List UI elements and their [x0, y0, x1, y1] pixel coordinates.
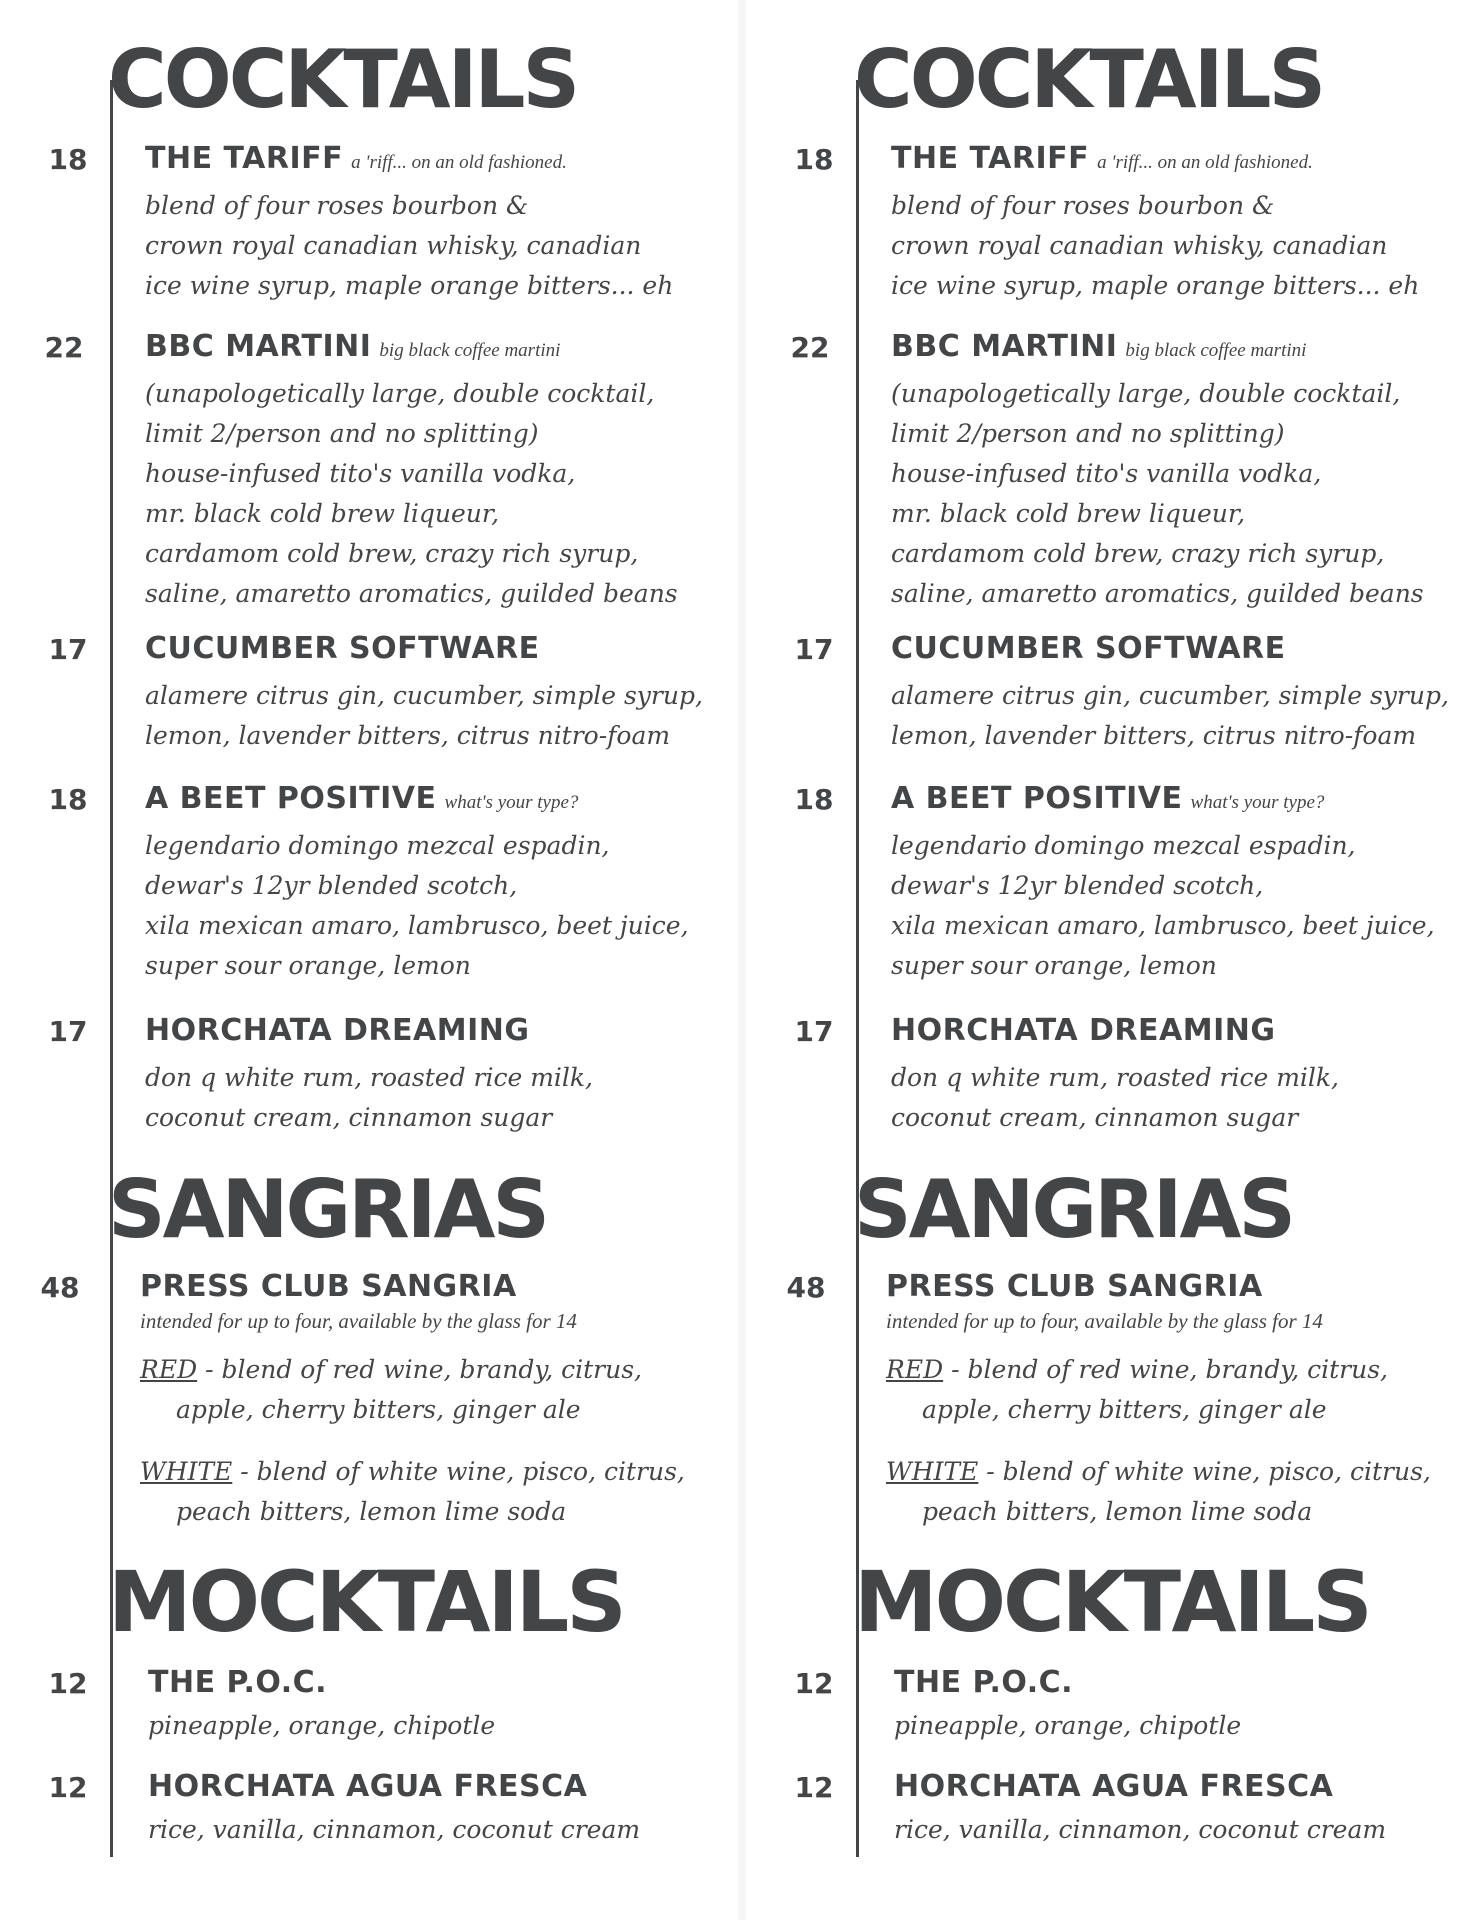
menu-item-horchata-agua-fresca: [894, 1770, 1474, 1850]
item-name: THE P.O.C.: [894, 1665, 1074, 1700]
white-label: WHITE: [140, 1457, 233, 1486]
red-label: RED: [140, 1355, 198, 1384]
item-description: alamere citrus gin, cucumber, simple syrup, lemon, lavender bitters, citrus nitro-foam: [145, 681, 703, 750]
item-description: pineapple, orange, chipotle: [148, 1711, 496, 1740]
sangria-white: [886, 1452, 1466, 1532]
item-description: rice, vanilla, cinnamon, coconut cream: [148, 1815, 641, 1844]
red-description: - blend of red wine, brandy, citrus, apple, cherry bitters, ginger ale: [922, 1355, 1388, 1424]
item-name: THE TARIFF: [145, 141, 344, 176]
menu-item-cucumber-software: [145, 632, 725, 756]
price: 12: [48, 1667, 88, 1700]
item-name: A BEET POSITIVE: [891, 781, 1183, 816]
menu-panel-right: [746, 0, 1484, 1920]
item-name: CUCUMBER SOFTWARE: [891, 631, 1286, 666]
price: 17: [794, 1015, 834, 1048]
item-name: HORCHATA AGUA FRESCA: [894, 1769, 1334, 1804]
item-description: rice, vanilla, cinnamon, coconut cream: [894, 1815, 1387, 1844]
item-description: legendario domingo mezcal espadin, dewar's 12yr blended scotch, xila mexican amaro, lambrusco, beet juice, super sour orange, lemon: [891, 831, 1435, 980]
item-note: intended for up to four, available by the glass for 14: [886, 1309, 1323, 1333]
item-description: don q white rum, roasted rice milk, coconut cream, cinnamon sugar: [891, 1063, 1339, 1132]
mocktails-heading: MOCKTAILS: [854, 1553, 1370, 1651]
item-name: BBC MARTINI: [891, 329, 1118, 364]
price: 17: [794, 633, 834, 666]
price: 22: [44, 331, 84, 364]
item-description: pineapple, orange, chipotle: [894, 1711, 1242, 1740]
item-note: what's your type?: [444, 792, 579, 813]
cocktails-heading: COCKTAILS: [108, 33, 578, 126]
white-description: - blend of white wine, pisco, citrus, peach bitters, lemon lime soda: [922, 1457, 1431, 1526]
page-gutter: [738, 0, 746, 1920]
item-name: HORCHATA DREAMING: [145, 1013, 530, 1048]
mocktails-heading: MOCKTAILS: [108, 1553, 624, 1651]
price: 12: [794, 1771, 834, 1804]
menu-item-horchata-dreaming: [891, 1014, 1471, 1138]
item-note: a 'riff... on an old fashioned.: [1097, 152, 1313, 173]
menu-item-the-poc: [894, 1666, 1474, 1746]
item-name: BBC MARTINI: [145, 329, 372, 364]
item-note: intended for up to four, available by the glass for 14: [140, 1309, 577, 1333]
price: 12: [48, 1771, 88, 1804]
item-name: HORCHATA AGUA FRESCA: [148, 1769, 588, 1804]
item-name: A BEET POSITIVE: [145, 781, 437, 816]
menu-item-horchata-agua-fresca: [148, 1770, 728, 1850]
price: 12: [794, 1667, 834, 1700]
menu-item-press-club-sangria: [140, 1270, 720, 1532]
red-label: RED: [886, 1355, 944, 1384]
sangrias-heading: SANGRIAS: [854, 1163, 1294, 1256]
price: 17: [48, 1015, 88, 1048]
item-description: (unapologetically large, double cocktail, limit 2/person and no splitting) house-infused tito's vanilla vodka, mr. black cold brew liqueur, cardamom cold brew, crazy rich syrup, saline, amaretto aromatics, guilded beans: [145, 379, 678, 608]
item-description: blend of four roses bourbon & crown royal canadian whisky, canadian ice wine syrup, maple orange bitters... eh: [891, 191, 1420, 300]
menu-item-a-beet-positive: [145, 782, 725, 986]
price: 22: [790, 331, 830, 364]
sangria-red: [886, 1350, 1466, 1430]
item-name: PRESS CLUB SANGRIA: [140, 1269, 517, 1304]
white-label: WHITE: [886, 1457, 979, 1486]
price: 48: [786, 1271, 826, 1304]
cocktails-heading: COCKTAILS: [854, 33, 1324, 126]
item-name: THE TARIFF: [891, 141, 1090, 176]
item-description: (unapologetically large, double cocktail, limit 2/person and no splitting) house-infused tito's vanilla vodka, mr. black cold brew liqueur, cardamom cold brew, crazy rich syrup, saline, amaretto aromatics, guilded beans: [891, 379, 1424, 608]
menu-item-the-tariff: [891, 142, 1471, 306]
item-description: alamere citrus gin, cucumber, simple syrup, lemon, lavender bitters, citrus nitro-foam: [891, 681, 1449, 750]
menu-item-a-beet-positive: [891, 782, 1471, 986]
item-name: PRESS CLUB SANGRIA: [886, 1269, 1263, 1304]
menu-item-press-club-sangria: [886, 1270, 1466, 1532]
price: 18: [48, 143, 88, 176]
price: 18: [48, 783, 88, 816]
item-note: what's your type?: [1190, 792, 1325, 813]
price: 48: [40, 1271, 80, 1304]
item-description: blend of four roses bourbon & crown royal canadian whisky, canadian ice wine syrup, maple orange bitters... eh: [145, 191, 674, 300]
item-description: legendario domingo mezcal espadin, dewar's 12yr blended scotch, xila mexican amaro, lambrusco, beet juice, super sour orange, lemon: [145, 831, 689, 980]
item-description: don q white rum, roasted rice milk, coconut cream, cinnamon sugar: [145, 1063, 593, 1132]
white-description: - blend of white wine, pisco, citrus, peach bitters, lemon lime soda: [176, 1457, 685, 1526]
item-note: big black coffee martini: [1125, 340, 1307, 361]
menu-item-bbc-martini: [145, 330, 725, 614]
item-note: big black coffee martini: [379, 340, 561, 361]
item-name: HORCHATA DREAMING: [891, 1013, 1276, 1048]
price: 18: [794, 143, 834, 176]
item-name: CUCUMBER SOFTWARE: [145, 631, 540, 666]
sangria-white: [140, 1452, 720, 1532]
menu-item-the-poc: [148, 1666, 728, 1746]
red-description: - blend of red wine, brandy, citrus, apple, cherry bitters, ginger ale: [176, 1355, 642, 1424]
menu-item-horchata-dreaming: [145, 1014, 725, 1138]
menu-item-the-tariff: [145, 142, 725, 306]
item-note: a 'riff... on an old fashioned.: [351, 152, 567, 173]
menu-item-bbc-martini: [891, 330, 1471, 614]
menu-panel-left: [0, 0, 738, 1920]
menu-item-cucumber-software: [891, 632, 1471, 756]
sangrias-heading: SANGRIAS: [108, 1163, 548, 1256]
price: 18: [794, 783, 834, 816]
price: 17: [48, 633, 88, 666]
sangria-red: [140, 1350, 720, 1430]
item-name: THE P.O.C.: [148, 1665, 328, 1700]
